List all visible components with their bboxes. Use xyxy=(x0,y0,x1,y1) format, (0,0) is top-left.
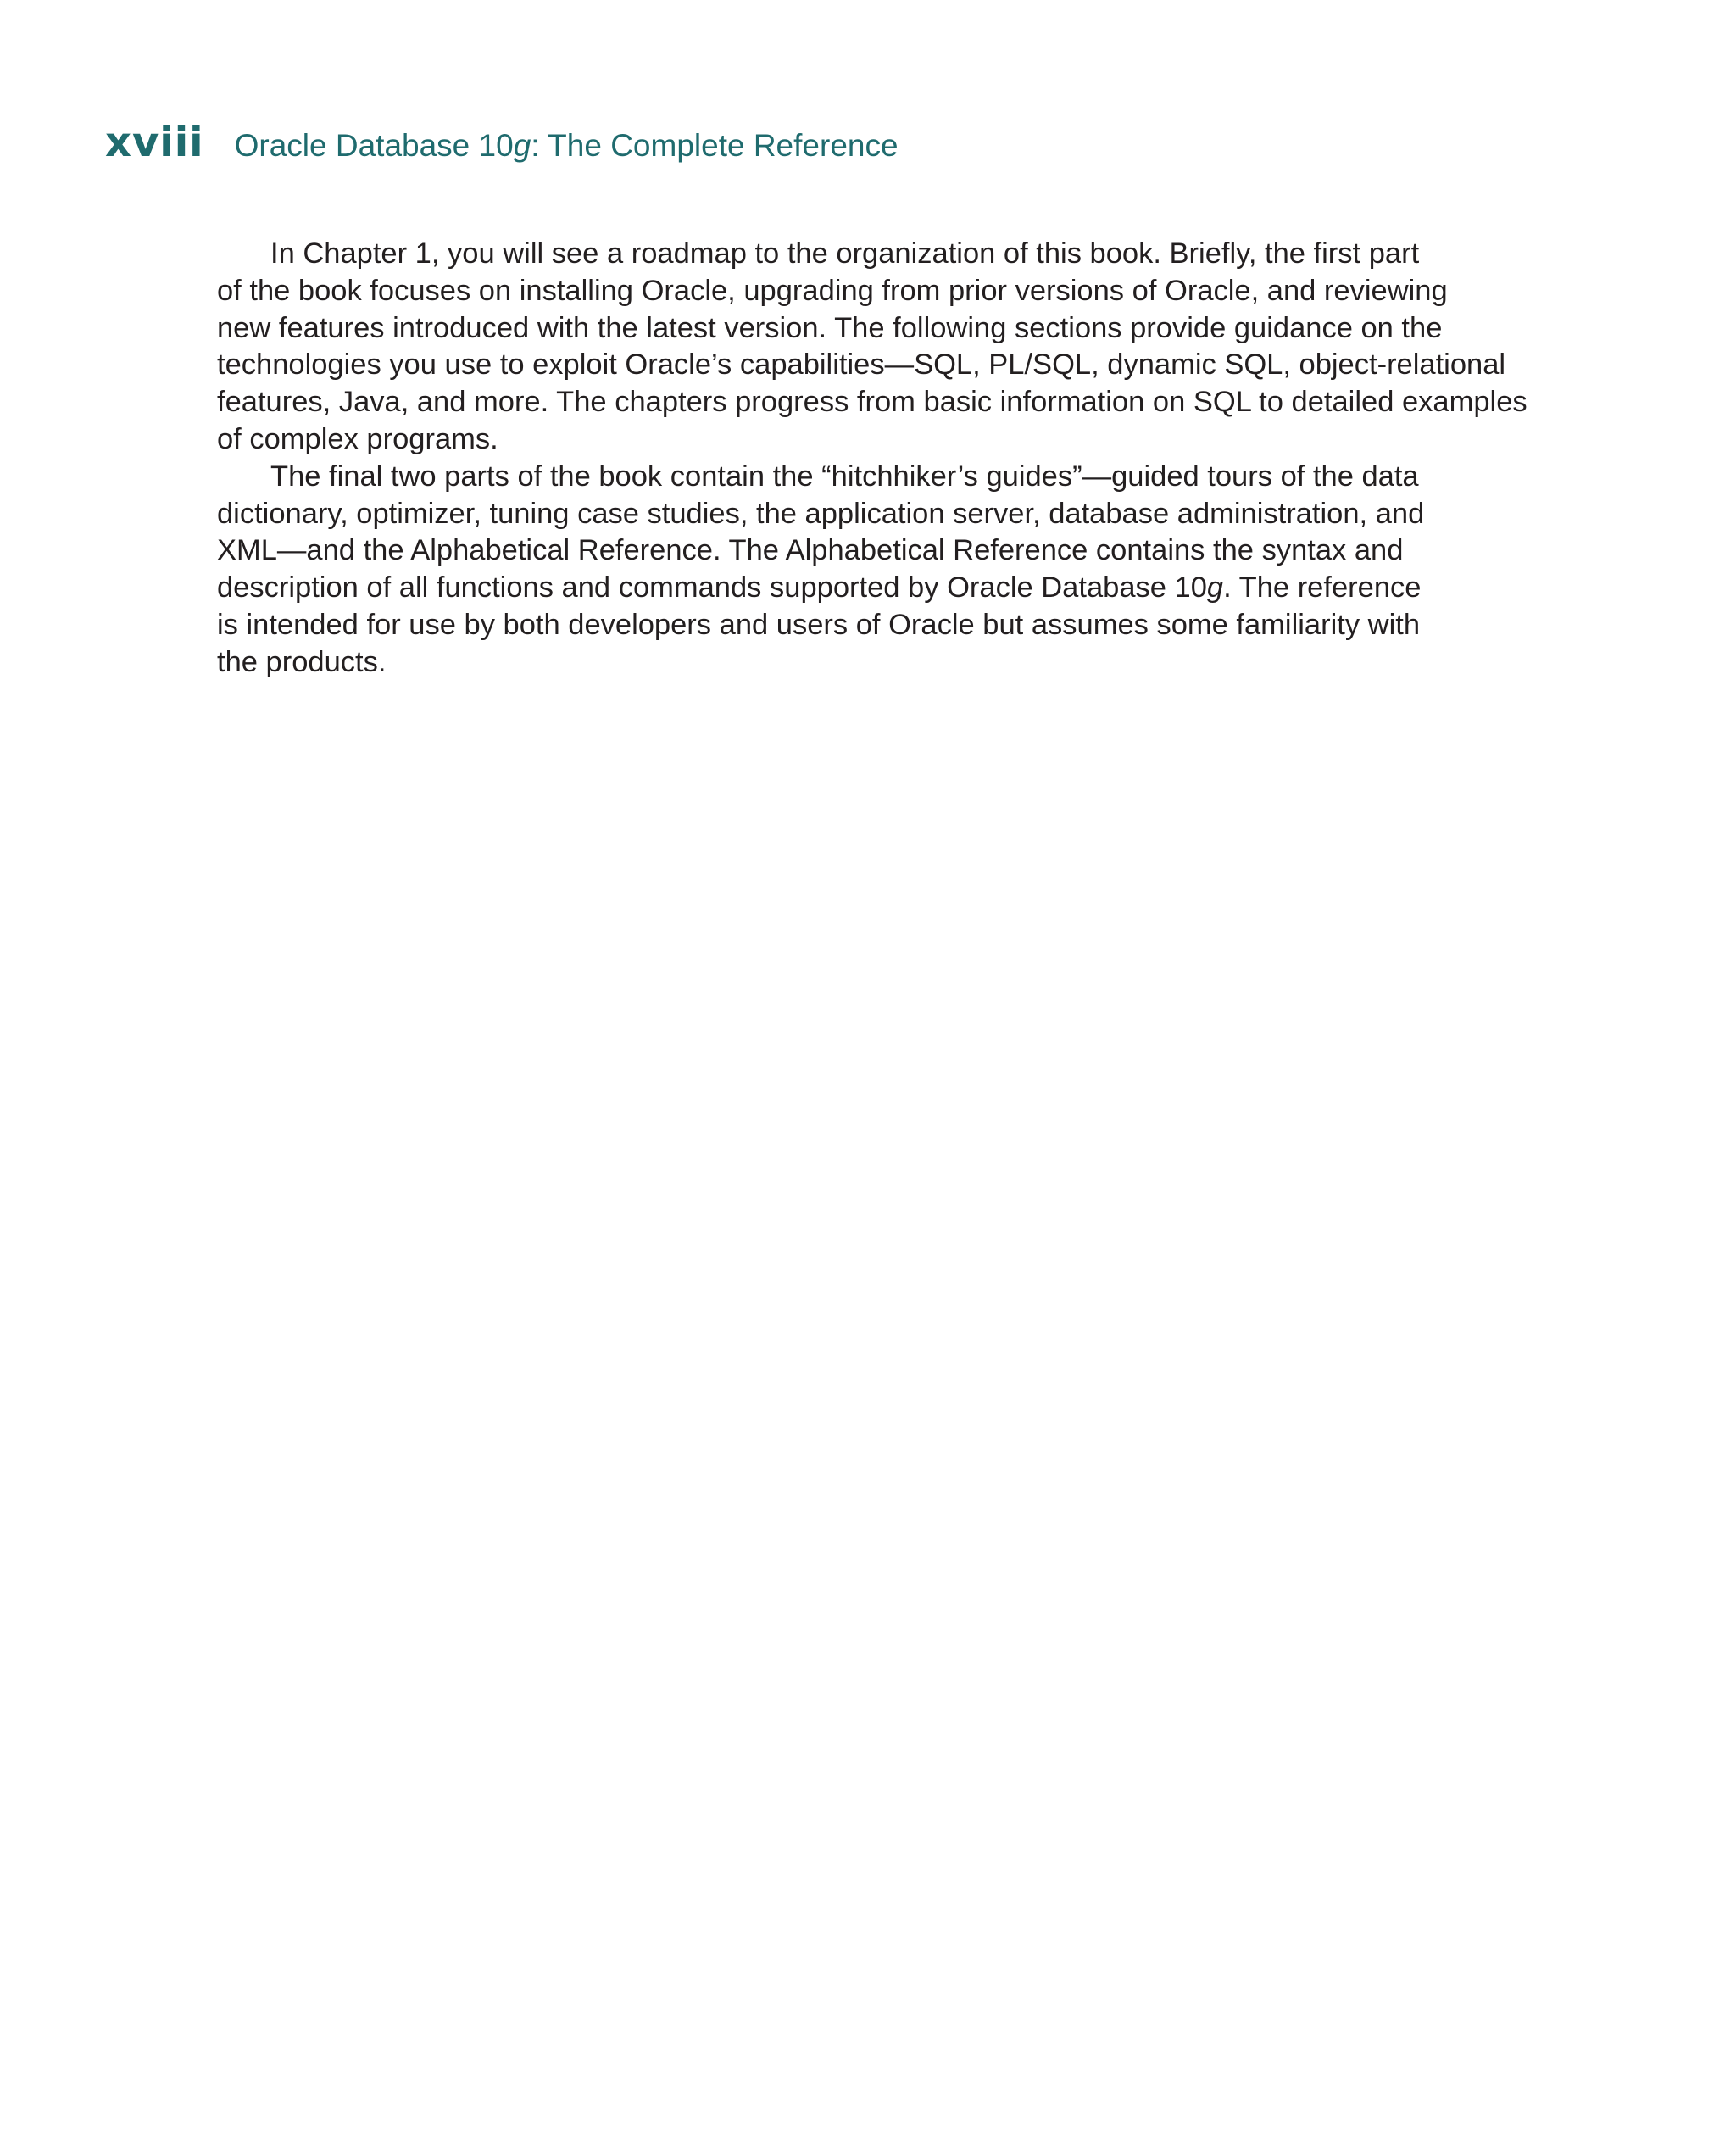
text-line: is intended for use by both developers and users of Oracle but assumes some familiarity with xyxy=(217,608,1421,641)
text-line-suffix: . The reference xyxy=(1223,571,1422,605)
text-line: of the book focuses on installing Oracle, upgrading from prior versions of Oracle, and reviewing xyxy=(217,274,1448,307)
running-header xyxy=(105,119,899,166)
book-title-italic: g xyxy=(513,128,531,163)
text-line: new features introduced with the latest version. The following sections provide guidance on the xyxy=(217,311,1443,344)
book-title-suffix: : The Complete Reference xyxy=(531,128,899,163)
text-line: dictionary, optimizer, tuning case studies, the application server, database administration, and xyxy=(217,497,1425,530)
text-line-italic: g xyxy=(1206,571,1224,605)
text-line: The final two parts of the book contain the “hitchhiker’s guides”—guided tours of the data xyxy=(270,460,1419,493)
page-number: xviii xyxy=(105,119,204,166)
paragraph-1 xyxy=(217,236,1527,459)
text-line: In Chapter 1, you will see a roadmap to the organization of this book. Briefly, the first part xyxy=(270,237,1420,270)
text-line-prefix: description of all functions and commands supported by Oracle Database 10 xyxy=(217,571,1207,605)
body-text xyxy=(217,236,1527,682)
book-title-prefix: Oracle Database 10 xyxy=(234,128,514,163)
text-line: of complex programs. xyxy=(217,422,498,455)
text-line: features, Java, and more. The chapters progress from basic information on SQL to detailed examples xyxy=(217,386,1527,419)
text-line: technologies you use to exploit Oracle’s capabilities—SQL, PL/SQL, dynamic SQL, object-relational xyxy=(217,348,1506,382)
paragraph-2 xyxy=(217,459,1522,682)
book-title xyxy=(235,128,899,164)
text-line xyxy=(217,570,1522,607)
text-line: the products. xyxy=(217,645,387,678)
text-line: XML—and the Alphabetical Reference. The Alphabetical Reference contains the syntax and xyxy=(217,534,1404,567)
